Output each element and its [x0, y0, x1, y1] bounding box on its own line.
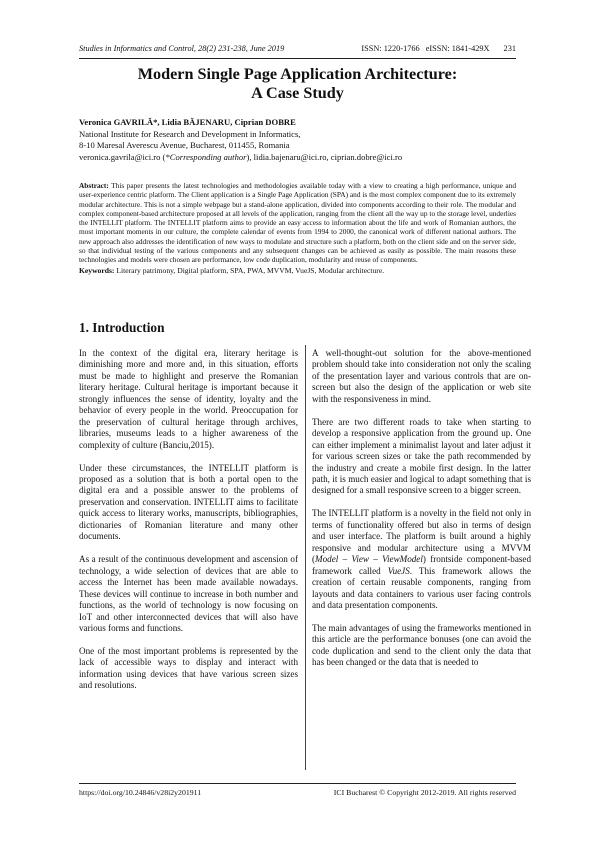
abstract [79, 181, 516, 264]
author-names: Veronica GAVRILĂ*, Lidia BĂJENARU, Ciprian DOBRE [79, 117, 296, 127]
page-number: 231 [503, 44, 516, 53]
title-line-1: Modern Single Page Application Architecture: [137, 65, 458, 83]
affiliation: National Institute for Research and Development in Informatics, [79, 128, 301, 139]
paragraph: In the context of the digital era, literary heritage is diminishing more and more and, in this situation, efforts must be made to highlight and preserve the Romanian literary heritage. Cultural heritage is important because it strongly influences the sense of identity, loyalty and the behavior of every people in the world. Preoccupation for the preservation of cultural heritage through archives, libraries, museums leads to a higher awareness of the complexity of culture (Banciu,2015). [79, 348, 298, 450]
column-divider [305, 345, 306, 770]
issn-info [361, 44, 516, 53]
paragraph: Under these circumstances, the INTELLIT platform is proposed as a solution that is both a portal open to the digital era and a possible answer to the problems of preservation and conservation. INTELLIT aims to facilitate quick access to literary works, manuscripts, bibliographies, dictionaries of Romanian literature and many other documents. [79, 462, 298, 542]
right-column [312, 348, 531, 680]
doi-link[interactable]: https://doi.org/10.24846/v28i2y201911 [79, 788, 202, 797]
keywords [79, 266, 516, 275]
emails [79, 152, 516, 164]
author-block [79, 117, 516, 164]
title-line-2: A Case Study [251, 84, 344, 102]
eissn: eISSN: 1841-429X [425, 44, 490, 53]
paragraph: There are two different roads to take when starting to develop a responsive application from the ground up. One can either implement a minimalist layout and later adjust it for various screen sizes or take the path recommended by the industry and create a mobile first design. In the latter path, it is much easier and logical to adapt something that is designed for a small responsive screen to a bigger screen. [312, 416, 531, 496]
paragraph: A well-thought-out solution for the above-mentioned problem should take into consideration not only the scaling of the presentation layer and various controls that are on-screen but also the design of the application or web site with the responsiveness in mind. [312, 348, 531, 404]
email-rest: ), lidia.bajenaru@ici.ro, ciprian.dobre@ici.ro [246, 152, 403, 163]
paragraph: One of the most important problems is represented by the lack of accessible ways to display and interact with information using devices that have various screen sizes and resolutions. [79, 645, 298, 691]
header-rule [79, 58, 516, 59]
issn: ISSN: 1220-1766 [361, 44, 420, 53]
section-heading: 1. Introduction [79, 320, 165, 335]
journal-citation: Studies in Informatics and Control, 28(2) 231-238, June 2019 [79, 44, 285, 53]
corresponding-note: *Corresponding author [165, 152, 247, 163]
keywords-text: Literary patrimony, Digital platform, SPA, PWA, MVVM, VueJS, Modular architecture. [116, 266, 385, 275]
copyright: ICI Bucharest © Copyright 2012-2019. All rights reserved [333, 788, 516, 797]
paragraph: As a result of the continuous development and ascension of technology, a wide selection of devices that are able to access the Internet has been made available nowadays. These devices will continue to increase in both number and functions, as the world of technology is now focusing on IoT and other interconnected devices that will also have various forms and functions. [79, 554, 298, 633]
mvvm-expansion: Model – View – ViewModel [315, 554, 423, 565]
abstract-label: Abstract: [79, 181, 109, 190]
paragraph [312, 508, 531, 611]
text-run: ) frontside component-based framework called [312, 554, 531, 576]
address: 8-10 Maresal Averescu Avenue, Bucharest, 011455, Romania [79, 140, 290, 151]
vuejs-term: VueJS [387, 565, 410, 576]
running-header [79, 44, 516, 58]
text-run: . This framework allows the creation of certain reusable components, ranging from layouts and data containers to various user facing controls and data presentation components. [312, 565, 531, 611]
keywords-label: Keywords: [79, 266, 115, 275]
paper-title [79, 65, 516, 103]
paragraph: The main advantages of using the frameworks mentioned in this article are the performance bonuses (one can avoid the code duplication and send to the client only the data that has been changed or the data that is needed to [312, 623, 531, 668]
abstract-text: This paper presents the latest technologies and methodologies available today with a view to creating a high performance, unique and user-experience centric platform. The Client application is a Single Page Application (SPA) and is the most complex component due to its extremely modular architecture. This is not a simple webpage but a stand-alone application, divided into components according to their role. The modular and complex component-based architecture proposed at all levels of the application, ranging from the client all the way up to the storage level, underlies the INTELLIT platform. The INTELLIT platform aims to provide an easy access to information about the life and work of Romanian authors, the most important moments in our culture, the complete calendar of events from 1994 to 2000, the canonical work of different national authors. The new approach also addresses the identification of new ways to modulate and structure such a platform, both on the client side and on the server side, so that individual testing of the various components and any subsequent changes can be achieved as easily as possible. The main reasons these technologies and models were chosen are performance, low code duplication, modularity and reuse of components. [79, 181, 516, 264]
email-lead: veronica.gavrila@ici.ro ( [79, 152, 166, 163]
text-run: The INTELLIT platform is a novelty in the field not only in terms of functionality offered but also in terms of design and user interface. The platform is built around a highly responsive and modular architecture using a MVVM ( [312, 508, 531, 565]
footer-rule [79, 783, 516, 784]
left-column [79, 348, 298, 703]
